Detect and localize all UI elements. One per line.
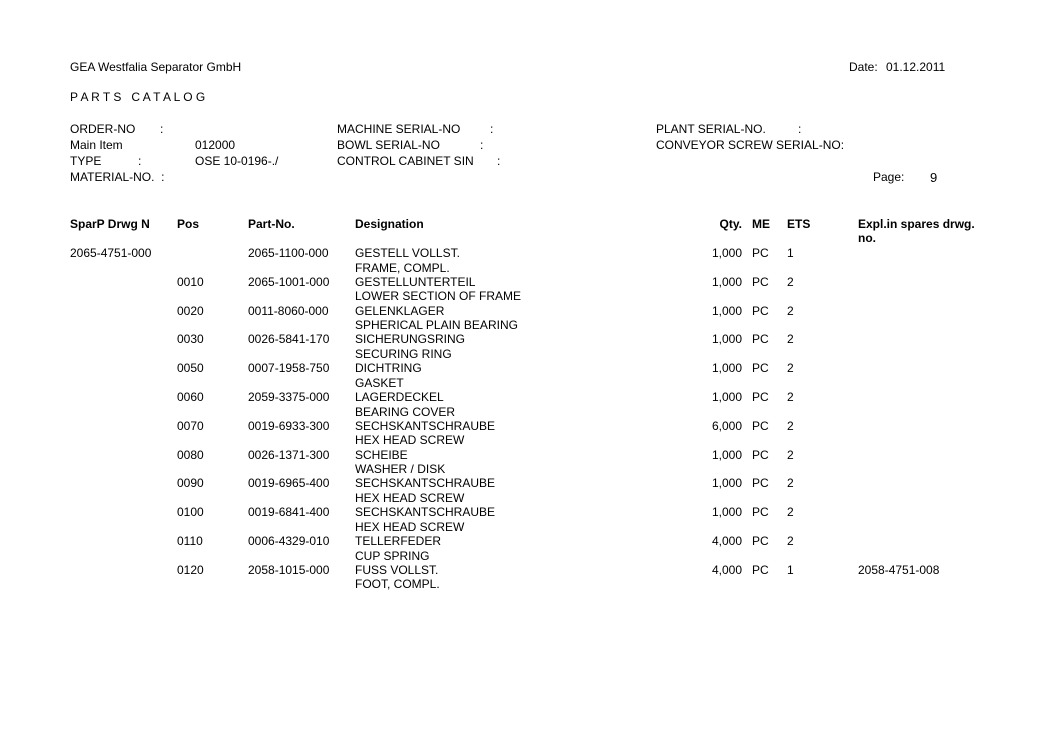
cell-ets: 2 <box>787 390 794 404</box>
main-item-label: Main Item <box>70 138 123 152</box>
cell-designation-de: SCHEIBE <box>355 447 408 462</box>
col-header-sparp: SparP Drwg N <box>70 217 150 231</box>
cell-qty: 1,000 <box>711 361 742 376</box>
order-no-colon: : <box>160 122 164 136</box>
cell-designation-de: SECHSKANTSCHRAUBE <box>355 505 496 520</box>
cell-designation-en: GASKET <box>355 375 404 390</box>
cell-designation-en: HEX HEAD SCREW <box>355 433 465 448</box>
cell-sparp: 2065-4751-000 <box>70 246 152 260</box>
cell-designation-en: FOOT, COMPL. <box>355 577 440 592</box>
type-value: OSE 10-0196-./ <box>195 154 279 168</box>
cell-pos: 0120 <box>177 562 204 577</box>
col-header-expl: Expl.in spares drwg. <box>858 217 975 231</box>
bowl-serial-label: BOWL SERIAL-NO <box>337 138 440 152</box>
cell-designation-de: GESTELLUNTERTEIL <box>355 274 476 289</box>
cell-designation-en: HEX HEAD SCREW <box>355 519 465 534</box>
col-header-me: ME <box>752 217 770 231</box>
cell-pos: 0050 <box>177 361 204 376</box>
control-cabinet-colon: : <box>497 154 501 168</box>
cell-designation-de: SICHERUNGSRING <box>355 332 466 347</box>
cell-partno: 0007-1958-750 <box>248 361 330 376</box>
cell-qty: 4,000 <box>711 562 742 577</box>
cell-me: PC <box>752 562 769 577</box>
cell-qty: 4,000 <box>711 534 742 548</box>
cell-pos: 0020 <box>177 303 204 318</box>
cell-qty: 1,000 <box>711 274 742 289</box>
col-header-partno: Part-No. <box>248 217 295 231</box>
cell-me: PC <box>752 447 769 462</box>
cell-designation-de: GESTELL VOLLST. <box>355 246 460 260</box>
cell-qty: 1,000 <box>711 246 742 260</box>
cell-ets: 2 <box>787 361 794 376</box>
cell-designation-en: LOWER SECTION OF FRAME <box>355 289 522 304</box>
type-label: TYPE <box>70 154 102 168</box>
cell-me: PC <box>752 418 769 433</box>
material-no-label: MATERIAL-NO. : <box>70 170 165 184</box>
bowl-serial-colon: : <box>480 138 484 152</box>
col-header-designation: Designation <box>355 217 424 231</box>
plant-serial-label: PLANT SERIAL-NO. <box>656 122 766 136</box>
cell-pos: 0110 <box>177 534 203 548</box>
cell-ets: 2 <box>787 274 794 289</box>
cell-partno: 2059-3375-000 <box>248 390 330 404</box>
col-header-ets: ETS <box>787 217 811 231</box>
cell-me: PC <box>752 505 769 520</box>
order-no-label: ORDER-NO <box>70 122 136 136</box>
cell-designation-de: TELLERFEDER <box>355 534 442 548</box>
cell-pos: 0090 <box>177 476 204 491</box>
date-label: Date: <box>849 60 878 74</box>
control-cabinet-label: CONTROL CABINET SIN <box>337 154 474 168</box>
machine-serial-colon: : <box>490 122 494 136</box>
cell-qty: 1,000 <box>711 447 742 462</box>
cell-designation-en: WASHER / DISK <box>355 462 446 477</box>
cell-ets: 2 <box>787 534 794 548</box>
cell-pos: 0080 <box>177 447 204 462</box>
cell-designation-en: FRAME, COMPL. <box>355 260 450 275</box>
cell-me: PC <box>752 476 769 491</box>
cell-designation-en: BEARING COVER <box>355 404 456 419</box>
cell-designation-en: SECURING RING <box>355 346 452 361</box>
cell-partno: 2065-1001-000 <box>248 274 330 289</box>
cell-partno: 0006-4329-010 <box>248 534 330 548</box>
cell-me: PC <box>752 332 769 347</box>
cell-me: PC <box>752 361 769 376</box>
cell-me: PC <box>752 246 769 260</box>
cell-me: PC <box>752 274 769 289</box>
cell-partno: 0019-6933-300 <box>248 418 330 433</box>
catalog-title: P A R T S C A T A L O G <box>70 90 206 104</box>
cell-qty: 1,000 <box>711 303 742 318</box>
cell-partno: 0019-6965-400 <box>248 476 330 491</box>
type-colon: : <box>138 154 142 168</box>
company-name: GEA Westfalia Separator GmbH <box>70 60 242 74</box>
cell-partno: 0011-8060-000 <box>248 303 329 318</box>
cell-ets: 2 <box>787 332 794 347</box>
cell-qty: 1,000 <box>711 332 742 347</box>
col-header-expl-line2: no. <box>858 231 876 245</box>
cell-qty: 6,000 <box>711 418 742 433</box>
cell-partno: 2065-1100-000 <box>248 246 329 260</box>
cell-ets: 2 <box>787 303 794 318</box>
cell-designation-en: HEX HEAD SCREW <box>355 490 465 505</box>
cell-ets: 2 <box>787 476 794 491</box>
cell-qty: 1,000 <box>711 476 742 491</box>
cell-ets: 2 <box>787 505 794 520</box>
col-header-qty: Qty. <box>719 217 742 231</box>
cell-ets: 2 <box>787 418 794 433</box>
machine-serial-label: MACHINE SERIAL-NO <box>337 122 461 136</box>
col-header-pos: Pos <box>177 217 200 231</box>
cell-designation-de: SECHSKANTSCHRAUBE <box>355 418 496 433</box>
conveyor-serial-label: CONVEYOR SCREW SERIAL-NO: <box>656 138 845 152</box>
cell-designation-en: CUP SPRING <box>355 548 430 563</box>
main-item-value: 012000 <box>195 138 236 152</box>
cell-designation-en: SPHERICAL PLAIN BEARING <box>355 318 518 333</box>
cell-designation-de: SECHSKANTSCHRAUBE <box>355 476 496 491</box>
cell-partno: 0026-1371-300 <box>248 447 330 462</box>
cell-partno: 0026-5841-170 <box>248 332 330 347</box>
cell-qty: 1,000 <box>711 390 742 404</box>
cell-designation-de: DICHTRING <box>355 361 422 376</box>
cell-designation-de: FUSS VOLLST. <box>355 562 439 577</box>
cell-me: PC <box>752 390 769 404</box>
cell-ets: 2 <box>787 447 794 462</box>
cell-designation-de: GELENKLAGER <box>355 303 445 318</box>
cell-pos: 0060 <box>177 390 204 404</box>
cell-me: PC <box>752 534 769 548</box>
cell-ets: 1 <box>787 246 794 260</box>
cell-ets: 1 <box>787 562 794 577</box>
plant-serial-colon: : <box>798 122 802 136</box>
cell-designation-de: LAGERDECKEL <box>355 390 444 404</box>
date-value: 01.12.2011 <box>886 60 946 74</box>
cell-expl: 2058-4751-008 <box>858 562 940 577</box>
cell-pos: 0030 <box>177 332 204 347</box>
cell-me: PC <box>752 303 769 318</box>
cell-partno: 0019-6841-400 <box>248 505 330 520</box>
cell-pos: 0010 <box>177 274 204 289</box>
page-number: 9 <box>930 170 938 185</box>
cell-pos: 0070 <box>177 418 204 433</box>
cell-partno: 2058-1015-000 <box>248 562 330 577</box>
cell-pos: 0100 <box>177 505 204 520</box>
page-label: Page: <box>873 170 905 184</box>
cell-qty: 1,000 <box>711 505 742 520</box>
